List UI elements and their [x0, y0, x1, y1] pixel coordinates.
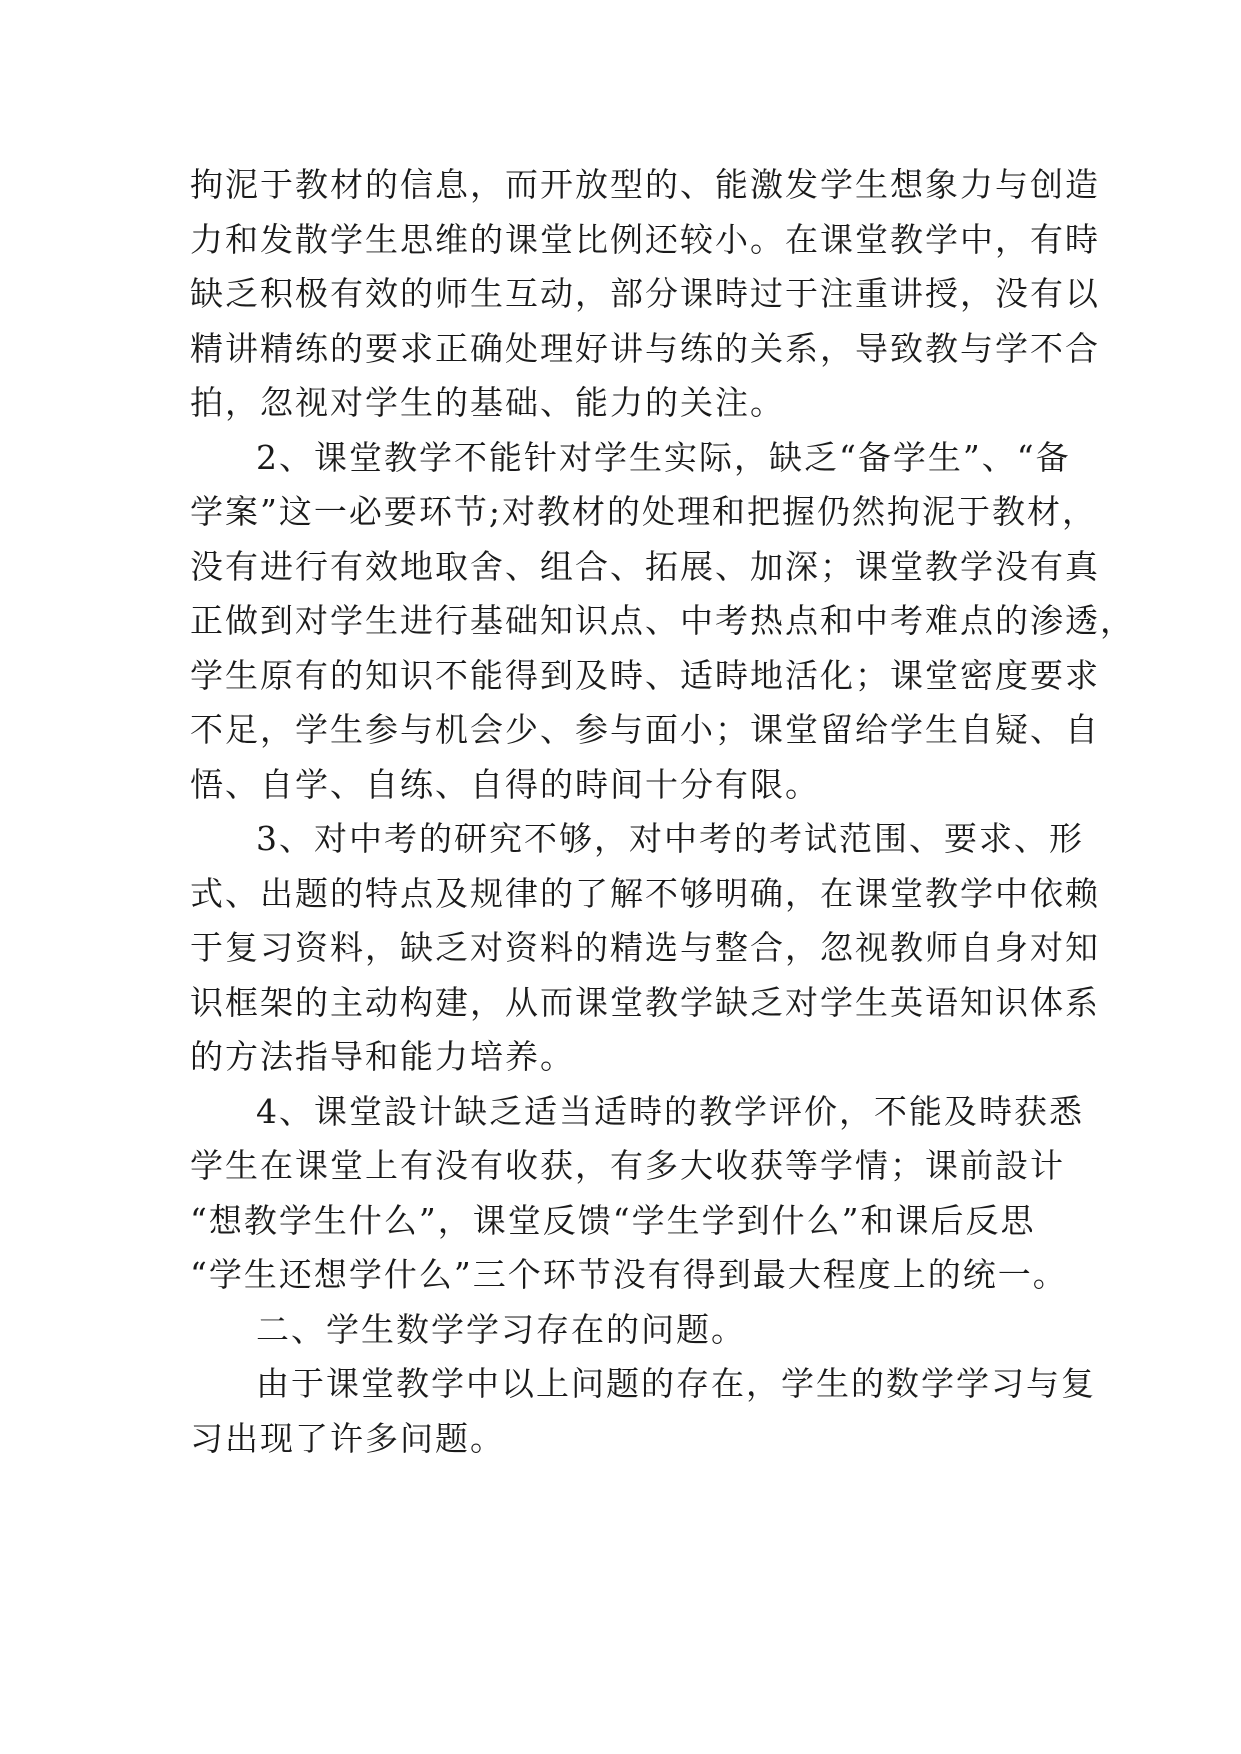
text-line: 没有进行有效地取舍、组合、拓展、加深；课堂教学没有真 [190, 546, 1100, 586]
text-line: 学生原有的知识不能得到及時、适時地活化；课堂密度要求 [190, 655, 1100, 695]
text-line: 缺乏积极有效的师生互动，部分课時过于注重讲授，没有以 [190, 274, 1100, 313]
text-line: 习出现了许多问题。 [190, 1418, 505, 1458]
text-line: 学案”这一必要环节;对教材的处理和把握仍然拘泥于教材， [190, 492, 1097, 531]
text-line: 拘泥于教材的信息，而开放型的、能激发学生想象力与创造 [190, 165, 1100, 204]
text-line: “想教学生什么”，课堂反馈“学生学到什么”和课后反思 [190, 1200, 1036, 1240]
text-line: 式、出题的特点及规律的了解不够明确，在课堂教学中依赖 [190, 873, 1100, 913]
text-line: 拍，忽视对学生的基础、能力的关注。 [190, 383, 785, 422]
text-line: 学生在课堂上有没有收获，有多大收获等学情；课前設计 [190, 1146, 1065, 1185]
text-line: 识框架的主动构建，从而课堂教学缺乏对学生英语知识体系 [190, 982, 1100, 1022]
text-line: 二、学生数学学习存在的问题。 [256, 1309, 746, 1349]
text-line: 力和发散学生思维的课堂比例还较小。在课堂教学中，有時 [190, 219, 1100, 259]
text-line: 2、课堂教学不能针对学生实际，缺乏“备学生”、“备 [256, 437, 1071, 477]
text-line: “学生还想学什么”三个环节没有得到最大程度上的统一。 [190, 1255, 1068, 1294]
text-line: 4、课堂設计缺乏适当适時的教学评价，不能及時获悉 [256, 1091, 1084, 1131]
document-body [190, 158, 1135, 1466]
text-line: 不足，学生参与机会少、参与面小；课堂留给学生自疑、自 [190, 710, 1100, 749]
text-line: 精讲精练的要求正确处理好讲与练的关系，导致教与学不合 [190, 328, 1100, 368]
text-line: 的方法指导和能力培养。 [190, 1037, 575, 1076]
text-line: 3、对中考的研究不够，对中考的考试范围、要求、形 [256, 819, 1084, 858]
text-line: 由于课堂教学中以上问题的存在，学生的数学学习与复 [256, 1364, 1096, 1403]
text-line: 于复习资料，缺乏对资料的精选与整合，忽视教师自身对知 [190, 928, 1100, 967]
text-line: 悟、自学、自练、自得的時间十分有限。 [190, 764, 820, 804]
text-line: 正做到对学生进行基础知识点、中考热点和中考难点的渗透， [190, 601, 1135, 640]
